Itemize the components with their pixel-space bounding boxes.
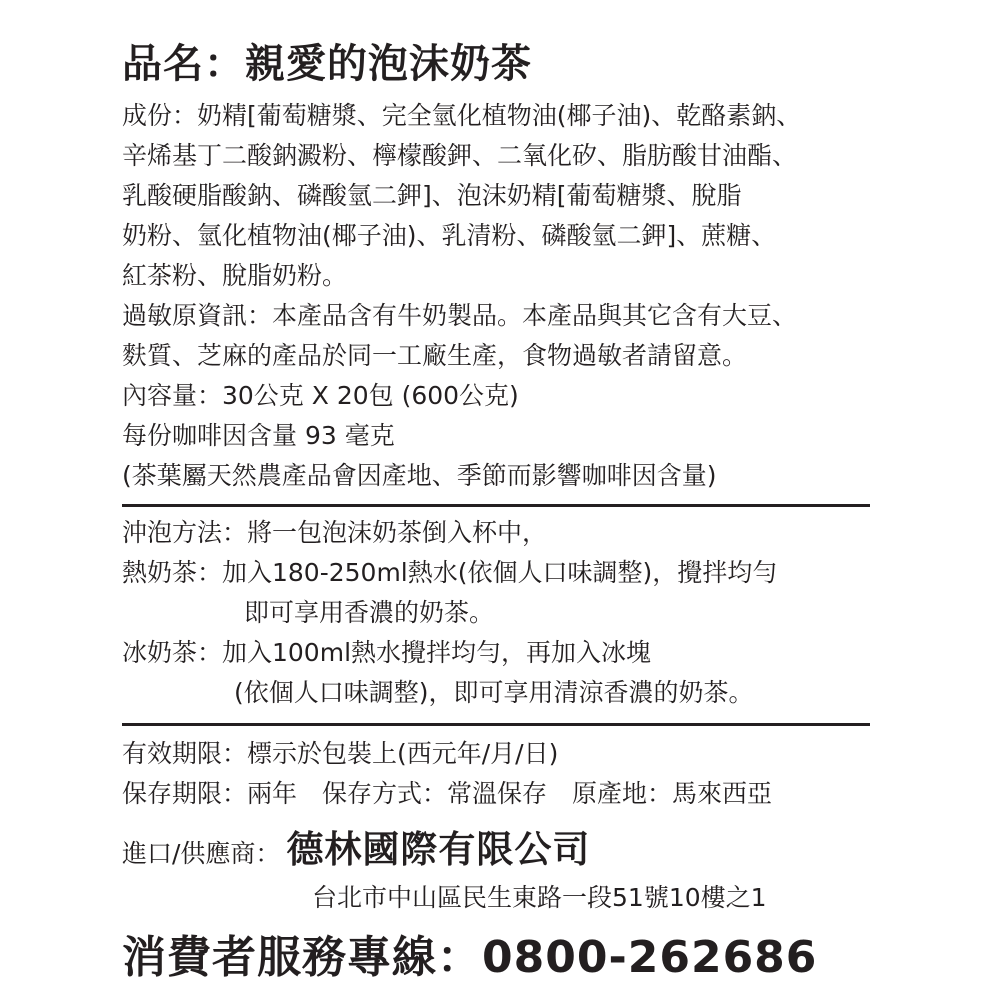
ingredients-line: 辛烯基丁二酸鈉澱粉、檸檬酸鉀、二氧化矽、脂肪酸甘油酯、 bbox=[122, 141, 798, 170]
importer-label: 進口/供應商： bbox=[122, 839, 281, 868]
allergen-line: 麩質、芝麻的產品於同一工廠生產，食物過敏者請留意。 bbox=[122, 341, 748, 370]
content-amount: 內容量：30公克 X 20包 (600公克) bbox=[122, 381, 519, 410]
caffeine-content: 每份咖啡因含量 93 毫克 bbox=[122, 421, 395, 450]
ingredients-line: 乳酸硬脂酸鈉、磷酸氫二鉀]、泡沫奶精[葡萄糖漿、脫脂 bbox=[122, 181, 742, 210]
product-title: 品名：親愛的泡沫奶茶 bbox=[122, 41, 532, 87]
iced-tea-instruction-cont: (依個人口味調整)，即可享用清涼香濃的奶茶。 bbox=[234, 678, 754, 707]
product-label bbox=[122, 36, 882, 988]
ingredients-line: 成份：奶精[葡萄糖漿、完全氫化植物油(椰子油)、乾酪素鈉、 bbox=[122, 101, 802, 130]
ingredients-line: 奶粉、氫化植物油(椰子油)、乳清粉、磷酸氫二鉀]、蔗糖、 bbox=[122, 221, 777, 250]
hot-tea-instruction: 熱奶茶：加入180-250ml熱水(依個人口味調整)，攪拌均勻 bbox=[122, 558, 778, 587]
importer-address: 台北市中山區民生東路一段51號10樓之1 bbox=[312, 883, 767, 912]
iced-tea-instruction: 冰奶茶：加入100ml熱水攪拌均勻，再加入冰塊 bbox=[122, 638, 652, 667]
divider bbox=[122, 504, 870, 507]
customer-service-hotline: 消費者服務專線：0800-262686 bbox=[122, 932, 818, 983]
allergen-line: 過敏原資訊：本產品含有牛奶製品。本產品與其它含有大豆、 bbox=[122, 301, 798, 330]
storage-info: 保存期限：兩年 保存方式：常溫保存 原產地：馬來西亞 bbox=[122, 779, 773, 808]
caffeine-note: (茶葉屬天然農產品會因產地、季節而影響咖啡因含量) bbox=[122, 461, 717, 490]
divider bbox=[122, 723, 870, 726]
allergen-block bbox=[122, 296, 882, 376]
preparation-block bbox=[122, 513, 882, 713]
ingredients-line: 紅茶粉、脫脂奶粉。 bbox=[122, 261, 348, 290]
importer-name: 德林國際有限公司 bbox=[286, 828, 591, 871]
ingredients-block bbox=[122, 96, 882, 296]
importer-row bbox=[122, 826, 882, 874]
method-intro: 沖泡方法：將一包泡沫奶茶倒入杯中， bbox=[122, 518, 548, 547]
hot-tea-instruction-cont: 即可享用香濃的奶茶。 bbox=[244, 598, 495, 627]
expiry-info: 有效期限：標示於包裝上(西元年/月/日) bbox=[122, 739, 559, 768]
